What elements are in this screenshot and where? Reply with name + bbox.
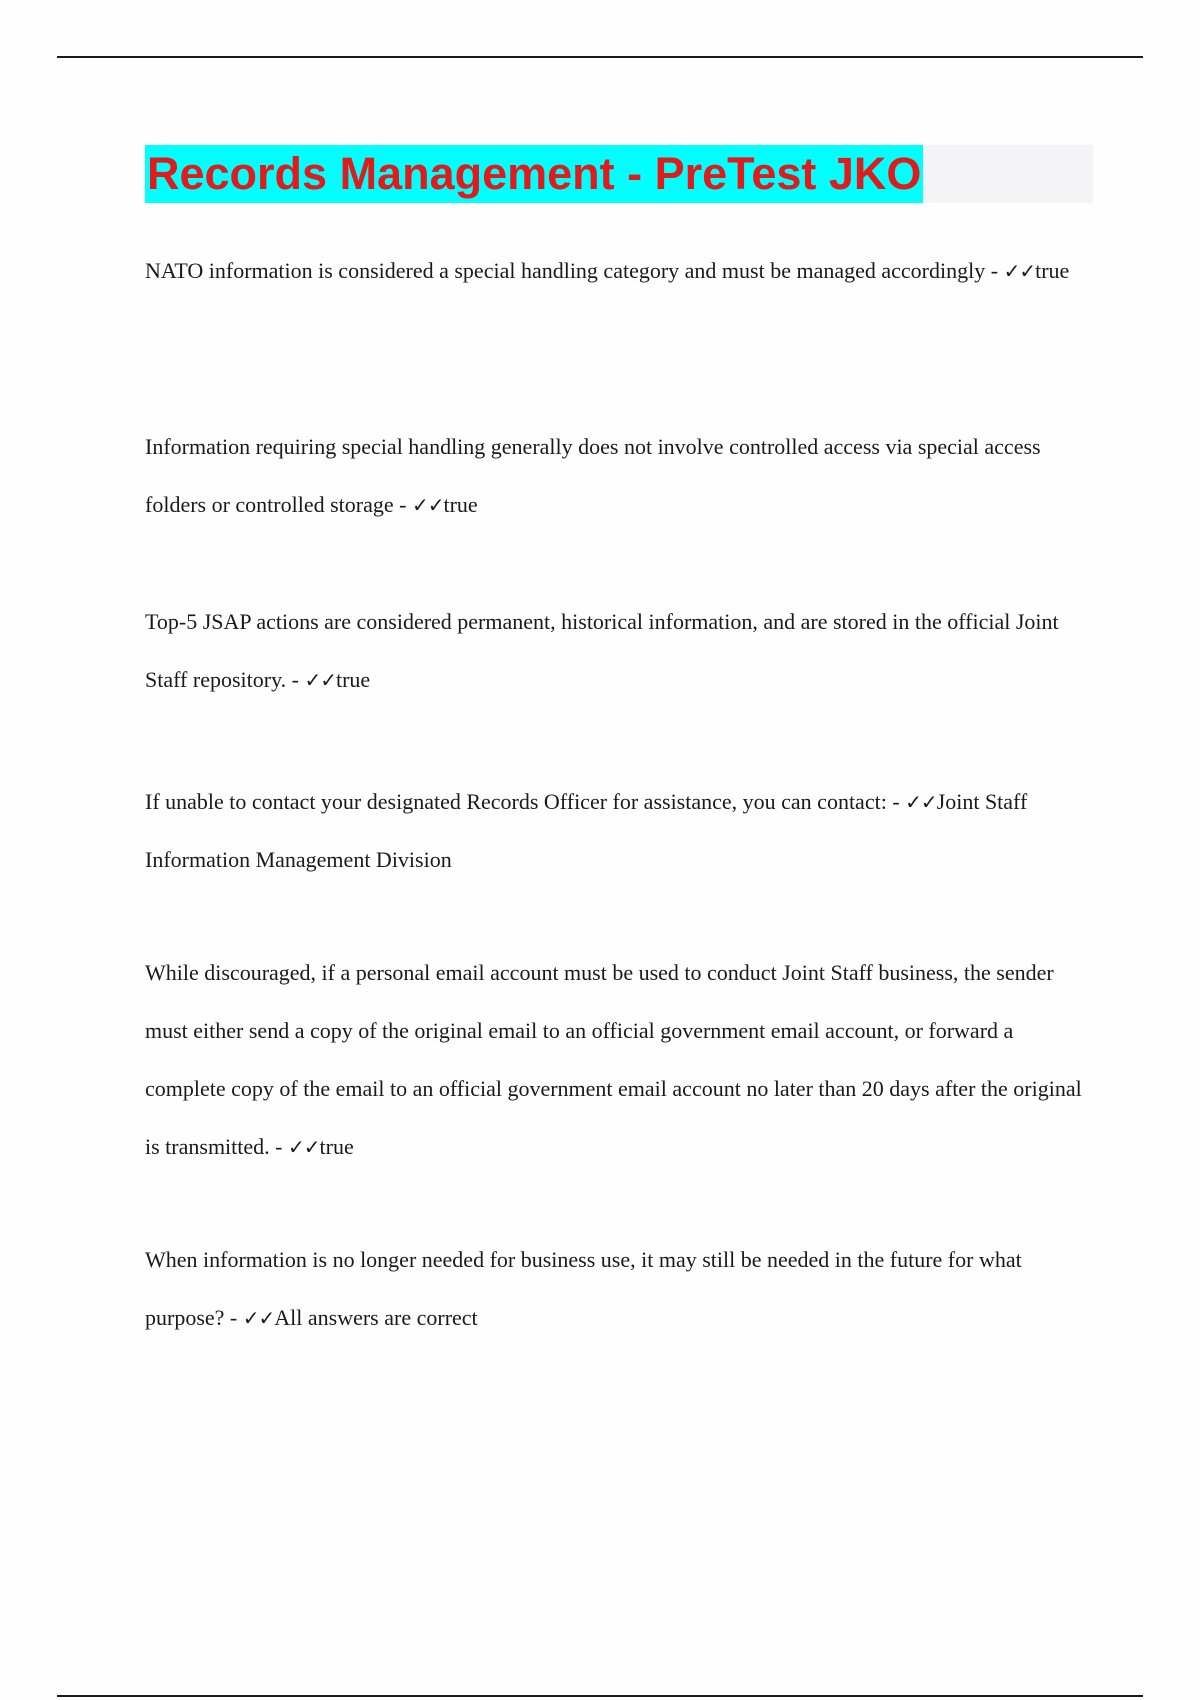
qa-item-3 — [145, 593, 1095, 709]
question-text: If unable to contact your designated Records Officer for assistance, you can contact: - — [145, 789, 906, 814]
answer-text: true — [319, 1134, 354, 1159]
qa-item-2 — [145, 418, 1095, 534]
document-title: Records Management - PreTest JKO — [145, 145, 923, 203]
double-check-icon: ✓✓ — [242, 1306, 275, 1330]
answer-text: true — [1035, 258, 1070, 283]
question-text: Top-5 JSAP actions are considered permanent, historical information, and are stored in the official Joint Staff repository. - — [145, 609, 1059, 692]
footer-rule — [57, 1695, 1143, 1697]
double-check-icon: ✓✓ — [1003, 259, 1036, 283]
header-rule — [57, 56, 1143, 58]
qa-item-4 — [145, 773, 1095, 889]
answer-text: Joint Staff Information Management Division — [145, 789, 1028, 872]
qa-item-1 — [145, 242, 1095, 300]
double-check-icon: ✓✓ — [411, 493, 444, 517]
question-text: When information is no longer needed for business use, it may still be needed in the future for what purpose? - — [145, 1247, 1022, 1330]
double-check-icon: ✓✓ — [287, 1135, 320, 1159]
answer-text: true — [443, 492, 478, 517]
qa-item-5 — [145, 944, 1095, 1176]
question-text: Information requiring special handling generally does not involve controlled access via special access folders or controlled storage - — [145, 434, 1041, 517]
double-check-icon: ✓✓ — [304, 668, 336, 692]
answer-text: true — [335, 667, 371, 692]
qa-item-6 — [145, 1231, 1095, 1347]
question-text: While discouraged, if a personal email account must be used to conduct Joint Staff business, the sender must either send a copy of the original email to an official government email account, or forward a complete copy of the email to an official government email account no later than 20 days after the original is transmitted. - — [145, 960, 1082, 1159]
double-check-icon: ✓✓ — [905, 790, 937, 814]
answer-text: All answers are correct — [274, 1305, 478, 1330]
question-text: NATO information is considered a special handling category and must be managed accordingly - — [145, 258, 1004, 283]
